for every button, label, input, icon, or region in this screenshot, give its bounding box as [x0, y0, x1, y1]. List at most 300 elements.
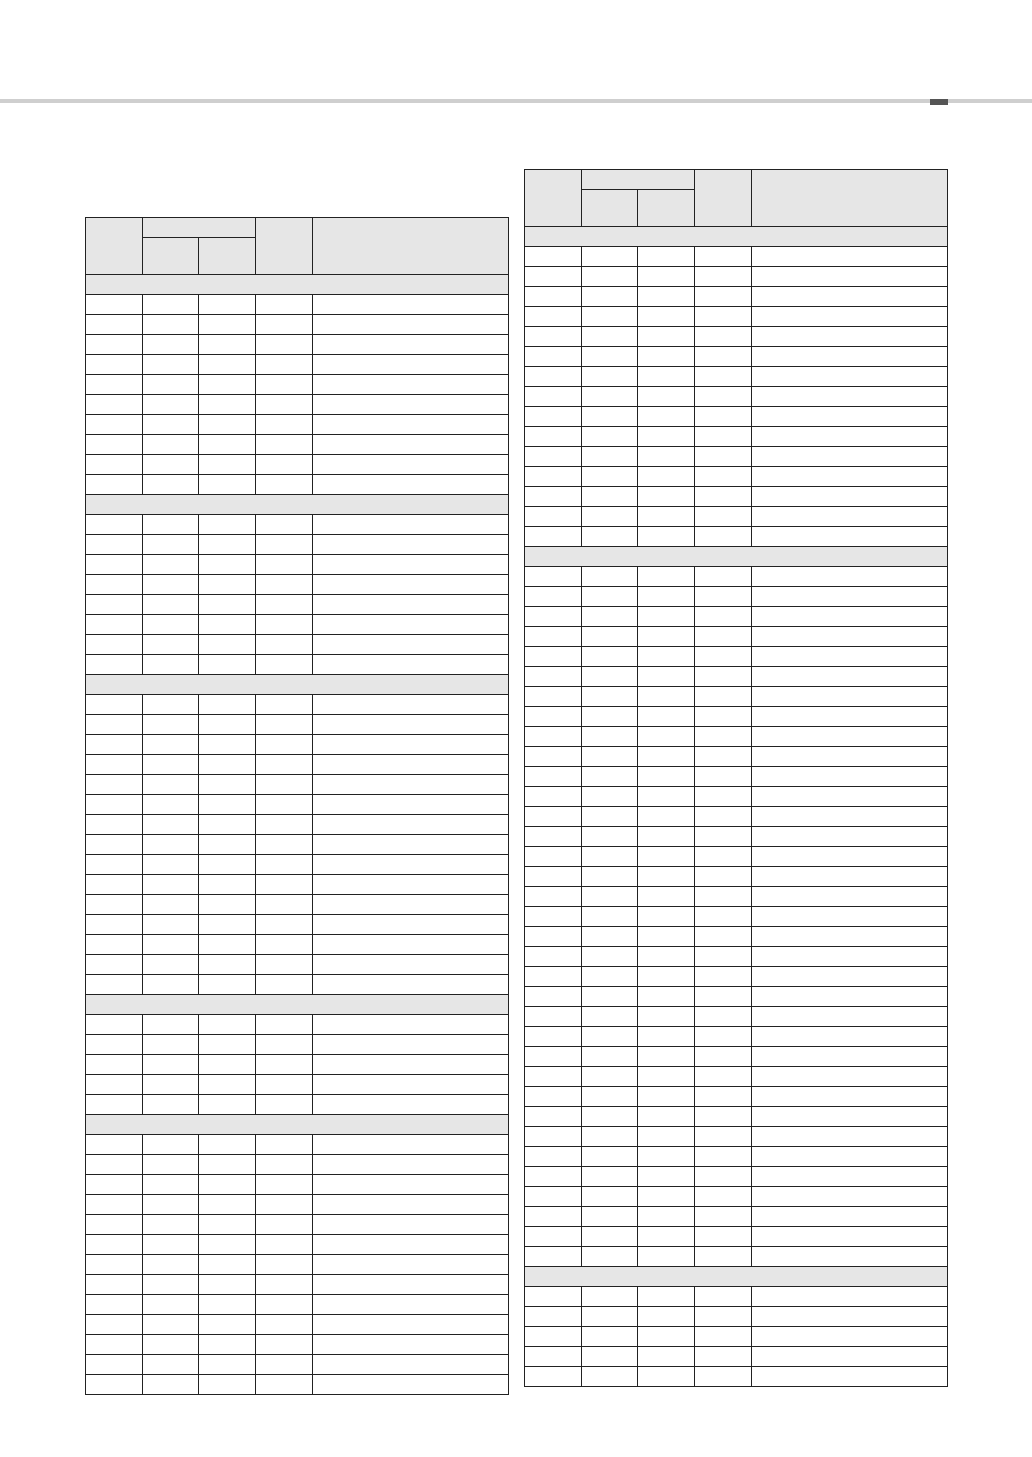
header-rule [0, 99, 1032, 103]
section-cell [525, 227, 948, 247]
table-cell [525, 847, 582, 867]
table-cell [256, 655, 313, 675]
right-table [524, 169, 948, 1387]
table-cell [86, 655, 143, 675]
table-cell [752, 1207, 948, 1227]
table-cell [525, 1207, 582, 1227]
table-cell [582, 867, 638, 887]
table-cell [86, 335, 143, 355]
table-cell [256, 1215, 313, 1235]
table-cell [199, 315, 256, 335]
table-row [86, 875, 509, 895]
table-cell [525, 307, 582, 327]
table-cell [582, 727, 638, 747]
table-cell [143, 315, 199, 335]
table-cell [86, 355, 143, 375]
table-cell [752, 1247, 948, 1267]
table-cell [256, 695, 313, 715]
table-cell [695, 687, 752, 707]
table-cell [752, 327, 948, 347]
table-cell [199, 555, 256, 575]
table-cell [143, 1375, 199, 1395]
table-cell [256, 1095, 313, 1115]
table-cell [313, 695, 509, 715]
table-cell [199, 1215, 256, 1235]
table-cell [313, 475, 509, 495]
table-cell [256, 735, 313, 755]
table-cell [582, 1127, 638, 1147]
table-cell [582, 847, 638, 867]
table-cell [638, 267, 695, 287]
table-cell [525, 527, 582, 547]
table-row [86, 815, 509, 835]
table-cell [86, 315, 143, 335]
table-cell [143, 695, 199, 715]
table-cell [695, 1147, 752, 1167]
table-cell [752, 1187, 948, 1207]
table-cell [752, 967, 948, 987]
table-cell [525, 627, 582, 647]
table-cell [143, 435, 199, 455]
table-cell [143, 735, 199, 755]
table-cell [695, 567, 752, 587]
table-cell [582, 987, 638, 1007]
table-row [86, 615, 509, 635]
table-cell [143, 775, 199, 795]
table-cell [86, 955, 143, 975]
table-row [86, 335, 509, 355]
table-cell [638, 307, 695, 327]
table-cell [256, 955, 313, 975]
table-cell [582, 927, 638, 947]
table-cell [582, 467, 638, 487]
table-cell [143, 1335, 199, 1355]
table-cell [143, 835, 199, 855]
table-cell [313, 1295, 509, 1315]
table-cell [582, 1007, 638, 1027]
table-row [525, 1247, 948, 1267]
table-row [86, 975, 509, 995]
table-cell [638, 767, 695, 787]
table-cell [313, 755, 509, 775]
table-row [525, 847, 948, 867]
table-cell [638, 247, 695, 267]
table-cell [582, 1047, 638, 1067]
table-cell [199, 1175, 256, 1195]
table-cell [582, 1247, 638, 1267]
table-cell [143, 355, 199, 375]
table-cell [695, 1347, 752, 1367]
table-cell [256, 375, 313, 395]
table-cell [582, 1027, 638, 1047]
table-cell [199, 735, 256, 755]
table-cell [638, 1367, 695, 1387]
table-cell [752, 1067, 948, 1087]
table-cell [199, 375, 256, 395]
table-row [86, 1355, 509, 1375]
table-cell [582, 667, 638, 687]
table-row [525, 827, 948, 847]
table-cell [143, 935, 199, 955]
table-cell [582, 347, 638, 367]
table-cell [199, 335, 256, 355]
table-cell [638, 987, 695, 1007]
table-cell [199, 655, 256, 675]
table-row [86, 315, 509, 335]
table-cell [525, 667, 582, 687]
table-row [86, 935, 509, 955]
table-cell [256, 435, 313, 455]
table-cell [638, 1347, 695, 1367]
table-cell [256, 815, 313, 835]
table-cell [695, 467, 752, 487]
table-cell [256, 1195, 313, 1215]
table-cell [525, 1227, 582, 1247]
table-cell [752, 527, 948, 547]
subheader-cell [638, 190, 695, 227]
table-cell [525, 487, 582, 507]
table-cell [199, 795, 256, 815]
table-row [525, 367, 948, 387]
table-cell [525, 1347, 582, 1367]
table-cell [86, 935, 143, 955]
table-cell [143, 335, 199, 355]
table-cell [752, 1047, 948, 1067]
table-cell [752, 1347, 948, 1367]
table-cell [313, 1355, 509, 1375]
table-cell [199, 1035, 256, 1055]
table-row [525, 947, 948, 967]
left-table [85, 217, 509, 1395]
table-cell [143, 375, 199, 395]
table-cell [199, 535, 256, 555]
table-cell [86, 1295, 143, 1315]
table-cell [199, 395, 256, 415]
table-row [86, 1035, 509, 1055]
table-row [525, 747, 948, 767]
table-cell [143, 795, 199, 815]
table-cell [752, 387, 948, 407]
subheader-cell [582, 190, 638, 227]
table-cell [582, 1347, 638, 1367]
table-cell [582, 647, 638, 667]
table-cell [86, 1355, 143, 1375]
table-row [525, 707, 948, 727]
table-cell [582, 747, 638, 767]
table-cell [86, 1035, 143, 1055]
table-row [525, 647, 948, 667]
table-cell [638, 1207, 695, 1227]
section-cell [86, 275, 509, 295]
table-row [86, 1195, 509, 1215]
table-cell [256, 395, 313, 415]
table-cell [638, 687, 695, 707]
table-cell [256, 1375, 313, 1395]
table-cell [582, 807, 638, 827]
table-row [86, 1255, 509, 1275]
section-cell [86, 995, 509, 1015]
table-cell [582, 567, 638, 587]
table-cell [256, 755, 313, 775]
table-cell [86, 515, 143, 535]
section-cell [86, 495, 509, 515]
table-row [525, 427, 948, 447]
table-cell [752, 1327, 948, 1347]
table-cell [582, 247, 638, 267]
table-cell [525, 1367, 582, 1387]
section-row [86, 1115, 509, 1135]
table-cell [86, 1195, 143, 1215]
table-cell [525, 367, 582, 387]
table-cell [582, 447, 638, 467]
table-cell [199, 475, 256, 495]
table-cell [143, 1275, 199, 1295]
table-cell [86, 855, 143, 875]
table-row [86, 1015, 509, 1035]
table-row [86, 1055, 509, 1075]
table-cell [86, 1215, 143, 1235]
table-cell [525, 447, 582, 467]
table-cell [86, 295, 143, 315]
table-row [525, 587, 948, 607]
table-cell [199, 595, 256, 615]
table-cell [525, 267, 582, 287]
table-cell [199, 875, 256, 895]
table-cell [695, 1187, 752, 1207]
header-cell [143, 218, 256, 238]
table-cell [256, 315, 313, 335]
table-cell [752, 787, 948, 807]
table-cell [143, 1095, 199, 1115]
table-cell [313, 735, 509, 755]
table-cell [313, 1215, 509, 1235]
table-row [525, 407, 948, 427]
table-cell [582, 1107, 638, 1127]
table-cell [199, 815, 256, 835]
table-row [86, 1235, 509, 1255]
table-cell [86, 975, 143, 995]
table-cell [695, 827, 752, 847]
table-cell [143, 575, 199, 595]
table-cell [695, 427, 752, 447]
table-cell [582, 1087, 638, 1107]
table-row [525, 1067, 948, 1087]
table-cell [199, 915, 256, 935]
table-row [525, 267, 948, 287]
table-cell [638, 487, 695, 507]
table-cell [143, 895, 199, 915]
table-row [86, 655, 509, 675]
table-cell [582, 1327, 638, 1347]
table-cell [695, 1227, 752, 1247]
table-cell [695, 967, 752, 987]
table-row [525, 867, 948, 887]
table-cell [582, 587, 638, 607]
table-cell [199, 635, 256, 655]
table-cell [199, 955, 256, 975]
table-cell [143, 915, 199, 935]
table-cell [256, 975, 313, 995]
table-cell [695, 987, 752, 1007]
table-cell [752, 587, 948, 607]
table-row [525, 767, 948, 787]
table-cell [313, 815, 509, 835]
table-cell [86, 895, 143, 915]
header-cell [695, 170, 752, 227]
section-row [525, 1267, 948, 1287]
table-cell [86, 735, 143, 755]
table-row [86, 575, 509, 595]
table-row [86, 1215, 509, 1235]
table-cell [525, 287, 582, 307]
table-cell [313, 515, 509, 535]
table-cell [143, 475, 199, 495]
table-cell [752, 1167, 948, 1187]
table-cell [525, 787, 582, 807]
table-cell [525, 1007, 582, 1027]
table-cell [752, 347, 948, 367]
table-cell [582, 1227, 638, 1247]
table-cell [313, 415, 509, 435]
table-cell [638, 807, 695, 827]
table-cell [582, 947, 638, 967]
table-row [525, 1047, 948, 1067]
table-cell [313, 395, 509, 415]
table-cell [313, 915, 509, 935]
table-cell [638, 1327, 695, 1347]
table-cell [86, 875, 143, 895]
table-cell [256, 1355, 313, 1375]
subheader-cell [199, 238, 256, 275]
table-cell [752, 567, 948, 587]
table-cell [695, 1247, 752, 1267]
table-cell [525, 247, 582, 267]
table-cell [752, 1107, 948, 1127]
section-row [525, 547, 948, 567]
table-cell [752, 1147, 948, 1167]
table-cell [695, 387, 752, 407]
table-cell [525, 967, 582, 987]
table-cell [638, 367, 695, 387]
table-cell [582, 267, 638, 287]
table-cell [752, 1287, 948, 1307]
table-cell [525, 807, 582, 827]
header-cell [752, 170, 948, 227]
table-cell [313, 975, 509, 995]
table-cell [638, 907, 695, 927]
table-row [525, 927, 948, 947]
table-row [525, 307, 948, 327]
table-cell [752, 447, 948, 467]
table-cell [525, 687, 582, 707]
table-cell [86, 375, 143, 395]
table-cell [752, 1007, 948, 1027]
table-row [525, 387, 948, 407]
table-row [86, 895, 509, 915]
table-cell [638, 627, 695, 647]
table-cell [525, 1287, 582, 1307]
table-cell [638, 1227, 695, 1247]
table-cell [525, 347, 582, 367]
table-cell [143, 515, 199, 535]
table-cell [582, 507, 638, 527]
table-cell [582, 1187, 638, 1207]
table-cell [525, 427, 582, 447]
table-cell [143, 455, 199, 475]
table-cell [525, 1127, 582, 1147]
table-cell [256, 1035, 313, 1055]
table-cell [313, 1375, 509, 1395]
table-cell [695, 307, 752, 327]
table-cell [582, 607, 638, 627]
table-cell [752, 927, 948, 947]
table-cell [695, 1327, 752, 1347]
table-cell [752, 907, 948, 927]
table-cell [638, 967, 695, 987]
table-cell [86, 535, 143, 555]
table-row [86, 595, 509, 615]
table-cell [638, 887, 695, 907]
table-cell [199, 1295, 256, 1315]
table-cell [525, 727, 582, 747]
table-row [525, 1107, 948, 1127]
table-cell [525, 707, 582, 727]
table-row [86, 395, 509, 415]
table-cell [256, 855, 313, 875]
table-cell [143, 1155, 199, 1175]
table-cell [199, 975, 256, 995]
table-cell [638, 467, 695, 487]
table-cell [86, 575, 143, 595]
section-row [86, 675, 509, 695]
table-cell [256, 575, 313, 595]
table-cell [582, 827, 638, 847]
section-cell [86, 675, 509, 695]
table-cell [582, 1067, 638, 1087]
table-cell [256, 935, 313, 955]
table-cell [638, 1247, 695, 1267]
subheader-cell [143, 238, 199, 275]
table-cell [256, 1015, 313, 1035]
table-row [525, 1307, 948, 1327]
table-cell [313, 1075, 509, 1095]
table-cell [752, 947, 948, 967]
table-cell [695, 907, 752, 927]
table-cell [256, 555, 313, 575]
table-cell [143, 295, 199, 315]
table-row [525, 1127, 948, 1147]
table-cell [752, 827, 948, 847]
table-row [86, 835, 509, 855]
table-cell [752, 247, 948, 267]
table-cell [313, 795, 509, 815]
table-cell [525, 1187, 582, 1207]
table-cell [86, 1175, 143, 1195]
table-cell [638, 1087, 695, 1107]
table-row [525, 1087, 948, 1107]
table-cell [525, 507, 582, 527]
table-cell [143, 715, 199, 735]
table-cell [752, 647, 948, 667]
table-cell [86, 1375, 143, 1395]
table-row [86, 1275, 509, 1295]
table-cell [143, 535, 199, 555]
table-cell [143, 615, 199, 635]
table-cell [256, 475, 313, 495]
table-cell [143, 1015, 199, 1035]
table-cell [695, 707, 752, 727]
table-cell [199, 935, 256, 955]
